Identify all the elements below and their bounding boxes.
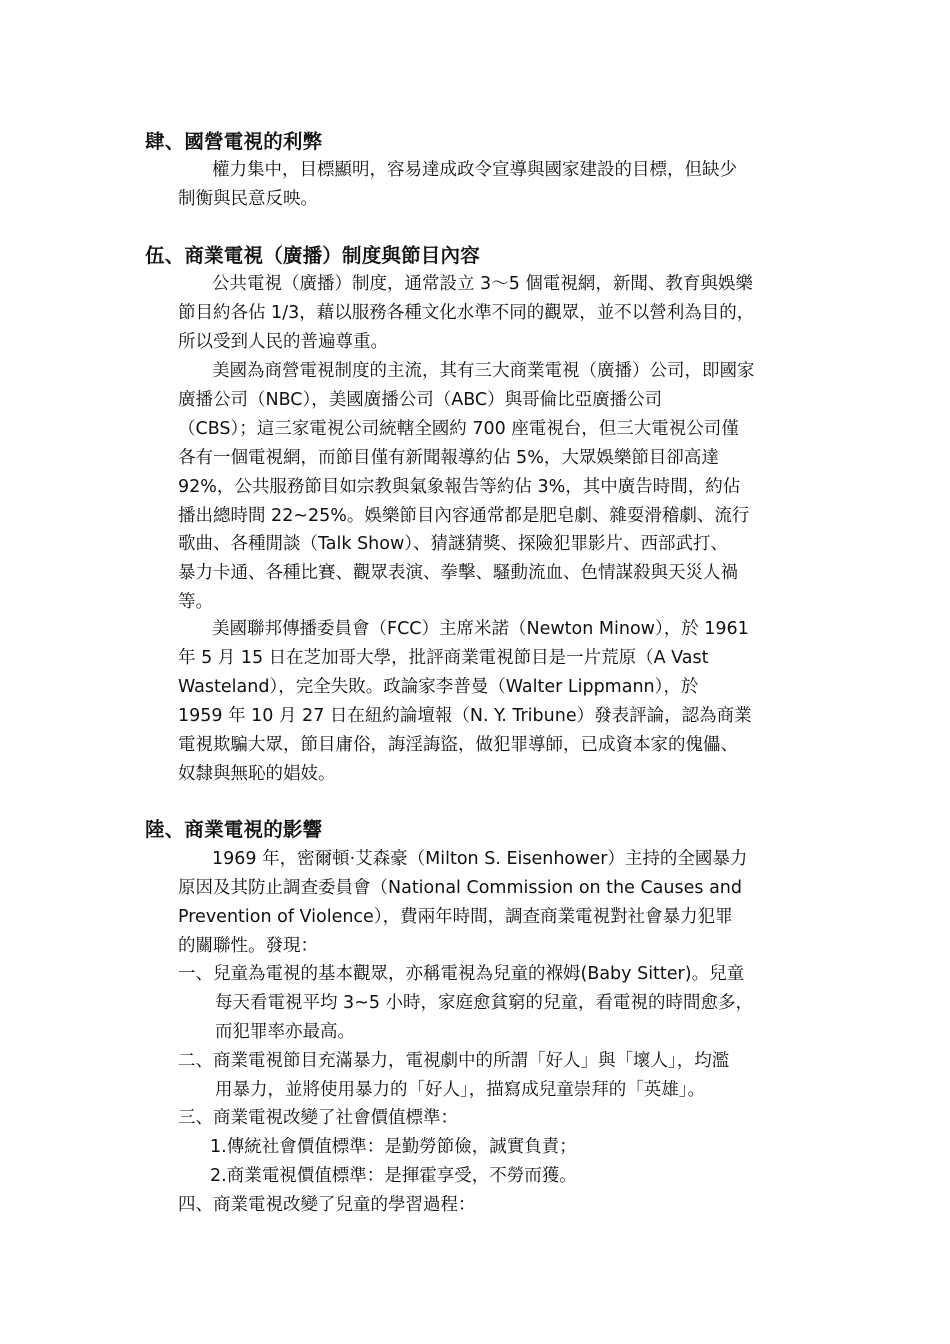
- text-line: 1969 年，密爾頓·艾森豪（Milton S. Eisenhower）主持的全國暴力: [212, 849, 748, 869]
- text-line: 而犯罪率亦最高。: [215, 1022, 355, 1042]
- text-line: Prevention of Violence），費兩年時間，調查商業電視對社會暴力犯罪: [178, 906, 733, 927]
- text-line: 各有一個電視網，而節目僅有新聞報導約佔 5%，大眾娛樂節目卻高達: [178, 447, 719, 468]
- paragraph: [178, 615, 818, 788]
- text-line: 電視欺騙大眾，節目庸俗，誨淫誨盜，做犯罪導師，已成資本家的傀儡、: [178, 734, 738, 755]
- text-line: （CBS）；這三家電視公司統轄全國約 700 座電視台，但三大電視公司僅: [178, 418, 739, 439]
- paragraph: [178, 270, 818, 357]
- list-item: [178, 960, 828, 1047]
- text-line: 美國聯邦傳播委員會（FCC）主席米諾（Newton Minow），於 1961: [212, 619, 749, 639]
- text-line: 權力集中，目標顯明，容易達成政令宣導與國家建設的目標，但缺少: [212, 160, 737, 180]
- text-line: 二、商業電視節目充滿暴力，電視劇中的所謂「好人」與「壞人」，均濫: [178, 1051, 730, 1071]
- text-line: 奴隸與無恥的娼妓。: [178, 763, 336, 784]
- text-line: 的關聯性。發現：: [178, 935, 318, 956]
- text-line: 等。: [178, 592, 213, 613]
- list-item: [178, 1104, 828, 1191]
- text-line: 美國為商營電視制度的主流，其有三大商業電視（廣播）公司，即國家: [212, 361, 755, 381]
- section-heading-6: 陸、商業電視的影響: [145, 818, 323, 841]
- text-line: 用暴力，並將使用暴力的「好人」，描寫成兒童崇拜的「英雄」。: [215, 1080, 705, 1100]
- list-item: [178, 1047, 828, 1105]
- text-line: 四、商業電視改變了兒童的學習過程：: [178, 1195, 476, 1215]
- text-line: 每天看電視平均 3~5 小時，家庭愈貧窮的兒童，看電視的時間愈多，: [215, 993, 754, 1013]
- text-line: 暴力卡通、各種比賽、觀眾表演、拳擊、騷動流血、色情謀殺與天災人禍: [178, 563, 738, 584]
- text-line: 年 5 月 15 日在芝加哥大學，批評商業電視節目是一片荒原（A Vast: [178, 647, 709, 668]
- paragraph: [178, 845, 818, 961]
- sub-item: 2.商業電視價值標準：是揮霍享受，不勞而獲。: [210, 1166, 577, 1186]
- text-line: 節目約各佔 1/3，藉以服務各種文化水準不同的觀眾，並不以營利為目的，: [178, 302, 755, 323]
- text-line: Wasteland），完全失敗。政論家李普曼（Walter Lippmann），於: [178, 676, 699, 697]
- list-item: [178, 1191, 828, 1220]
- paragraph: [178, 357, 818, 617]
- section-heading-5: 伍、商業電視（廣播）制度與節目內容: [145, 244, 480, 267]
- text-line: 一、兒童為電視的基本觀眾，亦稱電視為兒童的褓姆(Baby Sitter)。兒童: [178, 964, 745, 984]
- paragraph: [178, 156, 818, 214]
- text-line: 制衡與民意反映。: [178, 188, 318, 209]
- text-line: 廣播公司（NBC），美國廣播公司（ABC）與哥倫比亞廣播公司: [178, 389, 663, 410]
- text-line: 歌曲、各種閒談（Talk Show）、猜謎猜獎、探險犯罪影片、西部武打、: [178, 534, 729, 555]
- text-line: 播出總時間 22~25%。娛樂節目內容通常都是肥皂劇、雜耍滑稽劇、流行: [178, 505, 750, 526]
- sub-item: 1.傳統社會價值標準：是勤勞節儉，誠實負責；: [210, 1137, 577, 1157]
- text-line: 三、商業電視改變了社會價值標準：: [178, 1108, 458, 1128]
- text-line: 所以受到人民的普遍尊重。: [178, 331, 388, 352]
- text-line: 原因及其防止調查委員會（National Commission on the Causes and: [178, 877, 742, 898]
- section-heading-4: 肆、國營電視的利弊: [145, 130, 323, 153]
- text-line: 1959 年 10 月 27 日在紐約論壇報（N. Y. Tribune）發表評論，認為商業: [178, 705, 752, 726]
- text-line: 92%，公共服務節目如宗教與氣象報告等約佔 3%，其中廣告時間，約佔: [178, 476, 741, 497]
- text-line: 公共電視（廣播）制度，通常設立 3～5 個電視網，新聞、教育與娛樂: [212, 274, 753, 294]
